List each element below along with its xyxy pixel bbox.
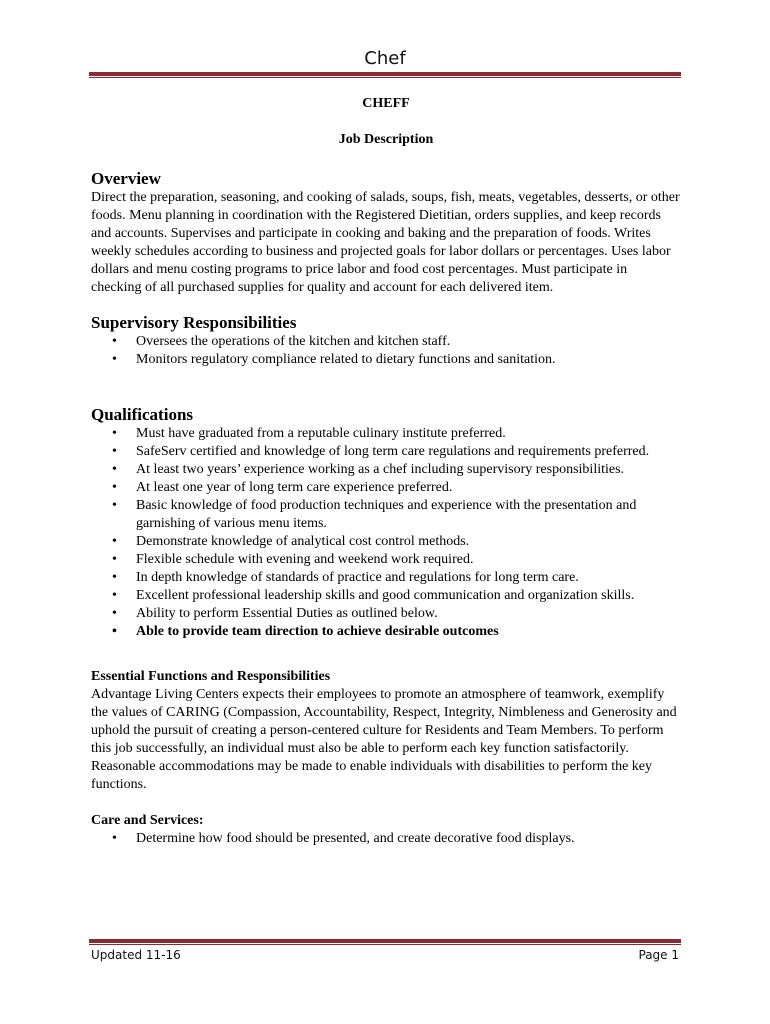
list-item: • Basic knowledge of food production techniques and experience with the presentation and garnishing of various menu items. [91,497,681,533]
list-item: • At least one year of long term care experience preferred. [91,479,681,497]
list-item: • At least two years’ experience working as a chef including supervisory responsibilities. [91,461,681,479]
footer-rule [89,939,681,945]
list-item: • Oversees the operations of the kitchen and kitchen staff. [91,333,681,351]
footer-updated: Updated 11-16 [91,948,181,962]
supervisory-heading: Supervisory Responsibilities [91,313,297,332]
header-rule [89,72,681,78]
list-item: • Determine how food should be presented, and create decorative food displays. [91,830,681,848]
supervisory-list [91,333,681,369]
essential-heading: Essential Functions and Responsibilities [91,669,331,684]
document-body [91,95,681,848]
care-heading: Care and Services: [91,813,204,828]
list-item: • Able to provide team direction to achieve desirable outcomes [91,623,681,641]
list-item: • Must have graduated from a reputable culinary institute preferred. [91,425,681,443]
header-title: Chef [364,48,406,69]
list-item: • Excellent professional leadership skills and good communication and organization skills. [91,587,681,605]
qualifications-heading: Qualifications [91,405,194,424]
overview-text: Direct the preparation, seasoning, and cooking of salads, soups, fish, meats, vegetables, desserts, or other foods. Menu planning in coordination with the Registered Dietitian, orders supplies, and keep records and accounts. Supervises and participate in cooking and baking and the preparation of foods. Writes weekly schedules according to business and projected goals for labor dollars or percentages. Uses labor dollars and menu costing programs to price labor and food cost percentages. Must participate in checking of all purchased supplies for quality and account for each delivered item. [91,190,680,295]
list-item: • SafeServ certified and knowledge of long term care regulations and requirements preferred. [91,443,681,461]
list-item: • Demonstrate knowledge of analytical cost control methods. [91,533,681,551]
list-item: • Flexible schedule with evening and weekend work required. [91,551,681,569]
qualifications-list [91,425,681,641]
overview-heading: Overview [91,169,161,188]
list-item: • Monitors regulatory compliance related to dietary functions and sanitation. [91,351,681,369]
essential-text: Advantage Living Centers expects their employees to promote an atmosphere of teamwork, exemplify the values of CARING (Compassion, Accountability, Respect, Integrity, Nimbleness and Generosity and uphold the pursuit of creating a person-centered culture for Residents and Team Members. To perform this job successfully, an individual must also be able to perform each key function satisfactorily. Reasonable accommodations may be made to enable individuals with disabilities to perform the key functions. [91,687,677,792]
document-title: CHEFF [362,96,410,111]
document-subtitle: Job Description [338,132,434,147]
list-item: • Ability to perform Essential Duties as outlined below. [91,605,681,623]
list-item: • In depth knowledge of standards of practice and regulations for long term care. [91,569,681,587]
care-list [91,830,681,848]
footer-page-number: Page 1 [638,948,679,962]
